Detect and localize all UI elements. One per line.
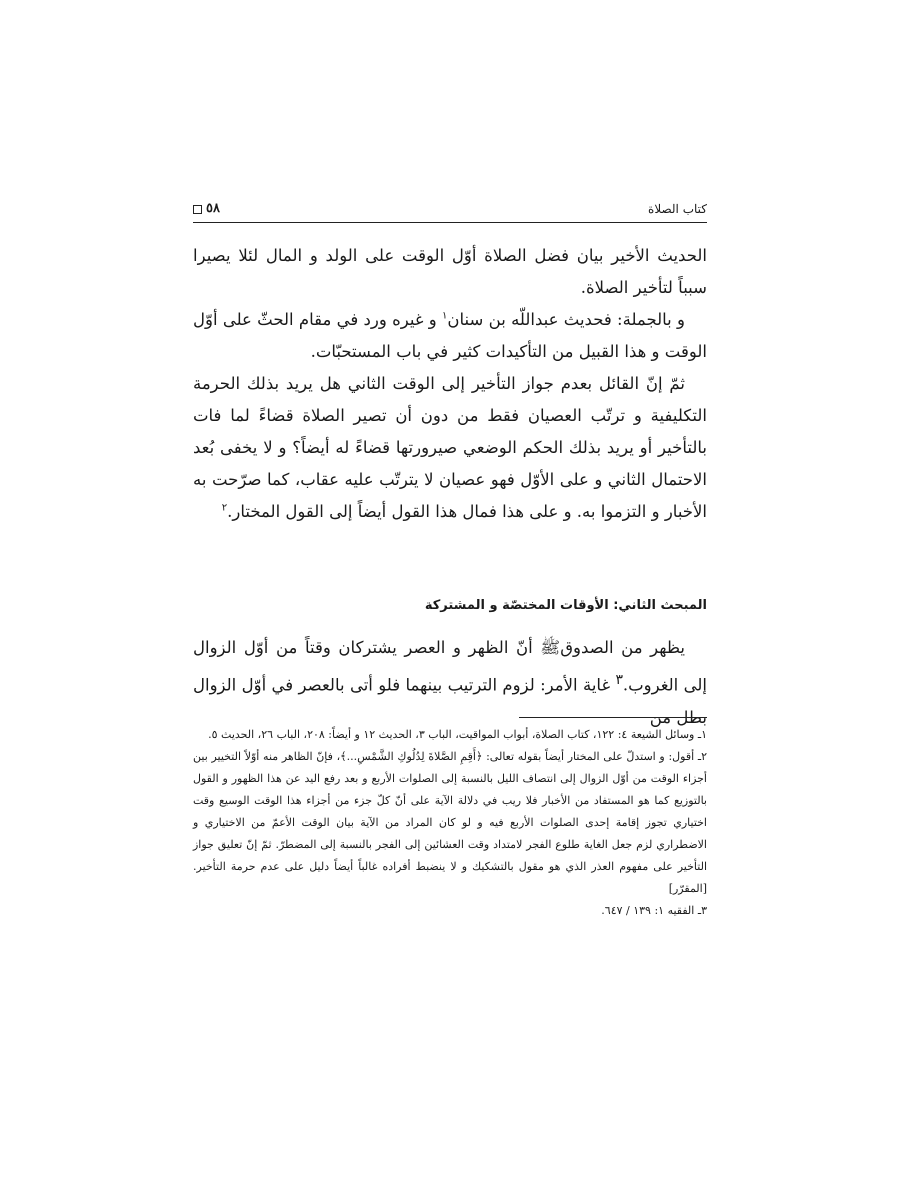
paragraph-1: الحديث الأخير بيان فضل الصلاة أوّل الوقت على الولد و المال لئلا يصيرا سبباً لتأخير الصلاة. <box>193 246 707 297</box>
footnote-ref-3: ٣ <box>615 672 623 688</box>
book-page <box>193 196 707 986</box>
section-heading: المبحث الثاني: الأوقات المختصّة و المشتركة <box>424 598 707 613</box>
paragraph-2-part-b: و غيره ورد في مقام الحثّ على أوّل الوقت و هذا القبيل من التأكيدات كثير في باب المستحبّات. <box>193 310 707 361</box>
section-paragraph-a: يظهر من الصدوقﷺ أنّ الظهر و العصر يشتركان وقتاً من أوّل الزوال إلى الغروب. <box>193 638 708 695</box>
paragraph-3-text: ثمّ إنّ القائل بعدم جواز التأخير إلى الوقت الثاني هل يريد بذلك الحرمة التكليفية و ترتّب العصيان فقط من دون أن تصير الصلاة قضاءً لما فات بالتأخير أو يريد بذلك الحكم الوضعي صيرورتها قضاءً له أيضاً؟ و لا يخفى بُعد الاحتمال الثاني و على الأوّل فهو عصيان لا يترتّب عليه عقاب، كما صرّحت به الأخبار و التزموا به. و على هذا فمال هذا القول أيضاً إلى القول المختار. <box>193 374 707 521</box>
footnotes <box>193 724 707 922</box>
section-paragraph-b: غاية الأمر: لزوم الترتيب بينهما فلو أتى بالعصر في أوّل الزوال بطل من <box>193 675 707 727</box>
section-text <box>193 632 707 734</box>
paragraph-3 <box>193 368 707 528</box>
paragraph-2-part-a: و بالجملة: فحديث عبداللّه بن سنان <box>447 310 685 329</box>
running-header <box>193 196 707 223</box>
page-number-group <box>193 196 220 222</box>
page-number: ٥٨ <box>206 201 220 216</box>
square-icon <box>193 205 202 214</box>
book-title: كتاب الصلاة <box>648 202 707 216</box>
footnote-divider <box>519 717 707 718</box>
footnote-ref-1: ١ <box>442 310 448 322</box>
footnote-1: ١ـ وسائل الشيعة ٤: ١٢٢، كتاب الصلاة، أبواب المواقيت، الباب ٣، الحديث ١٢ و أيضاً: ٢٠٨، الباب ٢٦، الحديث ٥. <box>208 728 707 741</box>
footnote-2: ٢ـ أقول: و استدلّ على المختار أيضاً بقوله تعالى: ﴿أَقِمِ الصَّلاةَ لِدُلُوكِ الشَّمْسِ...﴾، فإنّ الظاهر منه أوّلاً التخيير بين أجزاء الوقت من أوّل الزوال إلى انتصاف الليل بالنسبة إلى الصلوات الأربع و بعد رفع اليد عن هذا الظهور و القول بالتوزيع كما هو المستفاد من الأخبار فلا ريب في دلالة الآية على أنّ كلّ جزء من أجزاء هذا الوقت الوسيع وقت اختياري تجوز إقامة إحدى الصلوات الأربع فيه و لو كان المراد من الآية بيان الوقت الأعمّ من الاختياري و الاضطراري لزم جعل الغاية طلوع الفجر لامتداد وقت العشائين إلى الفجر بالنسبة إلى المضطرّ. ثمّ إنّ تعليق جواز التأخير على مفهوم العذر الذي هو مقول بالتشكيك و لا ينضبط أفراده غالباً أيضاً دليل على عدم حرمة التأخير. [المقرّر] <box>193 750 707 895</box>
main-text <box>193 240 707 528</box>
section-paragraph <box>193 632 707 734</box>
footnote-3: ٣ـ الفقيه ١: ١٣٩ / ٦٤٧. <box>601 904 707 917</box>
paragraph-2 <box>193 304 707 368</box>
footnote-ref-2: ٢ <box>221 502 228 514</box>
